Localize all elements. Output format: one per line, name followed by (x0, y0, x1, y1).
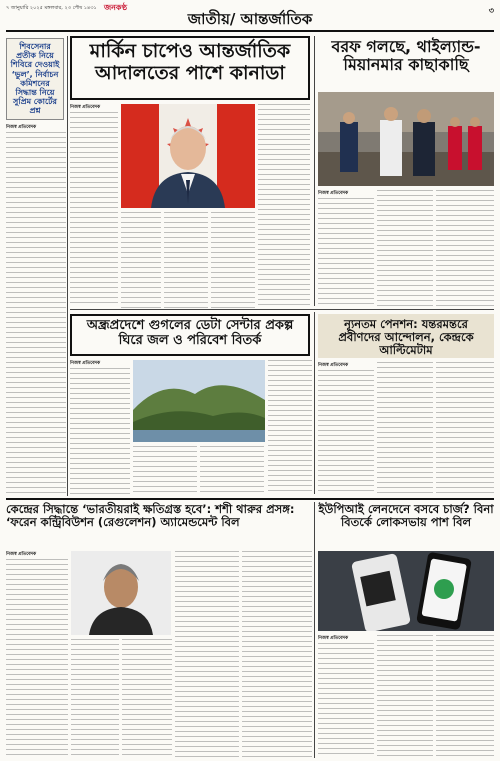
thailand-photo-svg (318, 92, 494, 186)
canada-body-col-2 (121, 212, 161, 308)
body-text-lines (211, 212, 255, 308)
upi-body-col-1 (318, 635, 374, 757)
date-line: ৭ জানুয়ারি ২০২৫ মঙ্গলবার, ২৩ পৌষ ১৪৩১ (6, 5, 97, 11)
tharoor-headline-text: কেন্দ্রের সিদ্ধান্তে ‘ভারতীয়রাই ক্ষতিগ্রস্ত হবে’: শশী থারুর প্রসঙ্গ: ‘ফরেন কন্ট্রিবিউশন (রেগুলেশন) অ্যামেন্ডমেন্ট বিল (6, 502, 295, 530)
tharoor-body-col-2 (71, 639, 119, 757)
body-text-lines (200, 446, 264, 494)
body-text-lines (121, 212, 161, 308)
canada-body-col-1 (70, 104, 118, 304)
tharoor-photo (71, 551, 171, 635)
body-text-lines (377, 362, 433, 494)
section-rule (6, 498, 494, 500)
side-box-headline-text: শিবসেনার প্রতীক নিয়ে শিবিরে দেওয়াই ‘ভুল’, নির্বাচন কমিশনের সিদ্ধান্ত নিয়ে সুপ্রিম কোর্টের প্রশ্ন (10, 42, 60, 116)
andhra-photo (133, 360, 265, 442)
pension-headline-text: ন্যূনতম পেনশন: যন্তরমন্তরে প্রবীণদের আন্দোলন, কেন্দ্রকে আল্টিমেটাম (338, 317, 474, 358)
tharoor-body-col-1 (6, 551, 68, 757)
column-divider (314, 36, 315, 306)
andhra-byline: নিজস্ব প্রতিবেদক (70, 360, 130, 368)
page-header (6, 2, 494, 30)
section-rule (70, 309, 494, 310)
upi-photo (318, 551, 494, 631)
body-text-lines (258, 104, 310, 308)
tharoor-body-col-4 (175, 551, 239, 757)
pension-byline: নিজস্ব প্রতিবেদক (318, 362, 374, 370)
pension-headline (318, 314, 494, 358)
canada-body-col-5 (258, 104, 310, 308)
body-text-lines (6, 559, 68, 757)
thailand-body-col-1 (318, 190, 374, 306)
canada-photo-svg (121, 104, 255, 208)
upi-headline-text: ইউপিআই লেনদেনে বসবে চার্জ? বিনা বিতর্কে লোকসভায় পাশ বিল (318, 502, 494, 530)
body-text-lines (377, 190, 433, 306)
upi-body-col-2 (377, 635, 433, 757)
andhra-body-col-4 (268, 360, 312, 494)
andhra-photo-svg (133, 360, 265, 442)
tharoor-body-col-3 (122, 639, 172, 757)
page-number: ৩ (488, 6, 494, 15)
body-text-lines (318, 198, 374, 306)
andhra-headline-text: অন্ধ্রপ্রদেশে গুগলের ডেটা সেন্টার প্রকল্প ঘিরে জল ও পরিবেশ বিতর্ক (86, 318, 294, 348)
column-divider (67, 36, 68, 496)
canada-body-col-3 (164, 212, 208, 308)
pension-body-col-3 (436, 362, 494, 494)
andhra-body-col-3 (200, 446, 264, 494)
side-box-headline (6, 38, 64, 120)
thailand-body-col-2 (377, 190, 433, 306)
pension-body-col-2 (377, 362, 433, 494)
canada-photo (121, 104, 255, 208)
tharoor-body-col-5 (242, 551, 312, 757)
thailand-body-col-3 (436, 190, 494, 306)
body-text-lines (122, 639, 172, 757)
canada-headline-text: মার্কিন চাপেও আন্তর্জাতিক আদালতের পাশে কানাডা (89, 40, 291, 84)
body-text-lines (71, 639, 119, 757)
body-text-lines (70, 112, 118, 304)
section-title: জাতীয়/ আন্তর্জাতিক (187, 10, 313, 28)
tharoor-photo-svg (71, 551, 171, 635)
column-divider (314, 312, 315, 494)
upi-photo-svg (318, 551, 494, 631)
canada-headline (70, 36, 310, 100)
body-text-lines (436, 635, 494, 757)
body-text-lines (268, 360, 312, 494)
thailand-headline (318, 38, 494, 90)
body-text-lines (318, 643, 374, 757)
body-text-lines (318, 370, 374, 494)
thailand-headline-text: বরফ গলছে, থাইল্যান্ড-মিয়ানমার কাছাকাছি (331, 37, 481, 75)
andhra-body-col-1 (70, 360, 130, 494)
thailand-byline: নিজস্ব প্রতিবেদক (318, 190, 374, 198)
body-text-lines (133, 446, 197, 494)
canada-body-col-4 (211, 212, 255, 308)
body-text-lines (436, 362, 494, 494)
column-divider (314, 502, 315, 758)
tharoor-byline: নিজস্ব প্রতিবেদক (6, 551, 68, 559)
body-text-lines (377, 635, 433, 757)
side-box-byline: নিজস্ব প্রতিবেদক (6, 124, 66, 132)
upi-byline: নিজস্ব প্রতিবেদক (318, 635, 374, 643)
pension-body-col-1 (318, 362, 374, 494)
body-text-lines (175, 551, 239, 757)
andhra-headline (70, 314, 310, 356)
upi-headline (318, 503, 494, 547)
side-box-body (6, 124, 66, 494)
header-rule (6, 30, 494, 32)
canada-byline: নিজস্ব প্রতিবেদক (70, 104, 118, 112)
upi-body-col-3 (436, 635, 494, 757)
andhra-body-col-2 (133, 446, 197, 494)
body-text-lines (70, 368, 130, 494)
body-text-lines (6, 132, 66, 494)
body-text-lines (164, 212, 208, 308)
newspaper-logo: জনকণ্ঠ (104, 3, 128, 12)
thailand-photo (318, 92, 494, 186)
body-text-lines (436, 190, 494, 306)
tharoor-headline (6, 503, 312, 547)
body-text-lines (242, 551, 312, 757)
